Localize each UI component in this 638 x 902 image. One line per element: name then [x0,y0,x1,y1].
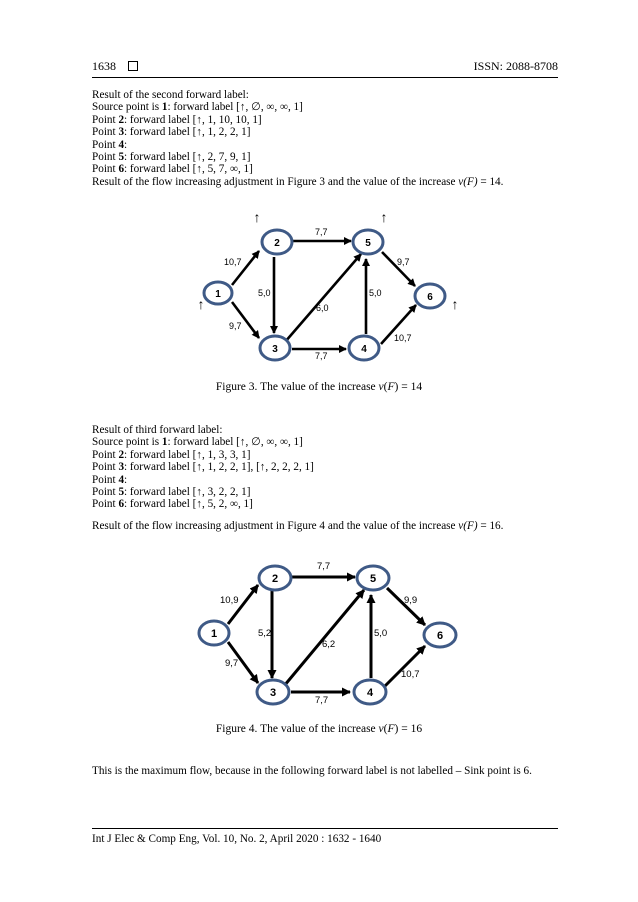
edge-label-5-6: 9,9 [404,595,418,606]
result-line-figure-4: Result of the flow increasing adjustment in Figure 4 and the value of the increase v(F) = 16. [92,520,504,532]
forward-label-block-2 [92,424,314,511]
node-3-label: 3 [269,687,277,699]
block1-line: Point 4: [92,138,128,151]
block1-line: Source point is 1: forward label [↑, ∅, ∞, ∞, 1] [92,101,303,114]
issn-label: ISSN: 2088-8708 [473,59,558,73]
block1-line: Result of the flow increasing adjustment in Figure 3 and the value of the increase v(F) = 14. [92,175,504,188]
edge-label-3-5: 6,2 [322,639,336,650]
arrow-up-icon: ↑ [197,296,205,312]
block2-line: Result of third forward label: [92,424,223,436]
node-1-label: 1 [215,289,221,300]
edge-label-4-6: 10,7 [401,669,420,680]
forward-label-block-1 [92,89,503,188]
figure-4-caption: Figure 4. The value of the increase v(F) = 16 [215,723,423,735]
block2-line: Point 4: [92,473,128,486]
node-4-label: 4 [361,344,367,355]
edge-label-1-3: 9,7 [225,658,239,669]
header-rule [92,77,558,78]
edge-label-1-2: 10,7 [224,257,242,267]
edge-label-4-5: 5,0 [374,628,388,639]
arrow-up-icon: ↑ [451,296,459,312]
figure-3-caption: Figure 3. The value of the increase v(F) = 14 [215,381,423,393]
footer-rule [92,828,558,829]
edge-label-2-3: 5,0 [258,288,271,298]
block1-line: Point 5: forward label [↑, 2, 7, 9, 1] [92,151,251,164]
block2-line: Point 5: forward label [↑, 3, 2, 2, 1] [92,486,251,499]
page-number: 1638 [92,59,116,73]
edge-label-3-4: 7,7 [315,351,328,361]
edge-label-2-5: 7,7 [315,227,328,237]
node-4-label: 4 [366,687,374,699]
node-5-label: 5 [369,573,377,585]
edge-3-5 [285,254,361,342]
node-5-label: 5 [365,238,371,249]
block2-line: Source point is 1: forward label [↑, ∅, ∞, ∞, 1] [92,436,303,449]
block1-line: Point 2: forward label [↑, 1, 10, 10, 1] [92,113,262,126]
edge-label-5-6: 9,7 [397,257,410,267]
edge-label-1-3: 9,7 [229,321,242,331]
block2-line: Point 6: forward label [↑, 5, 2, ∞, 1] [92,498,253,511]
figure-4-graph [0,555,638,710]
arrow-up-icon: ↑ [380,209,388,225]
node-3-label: 3 [272,344,278,355]
block1-line: Result of the second forward label: [92,89,249,101]
edge-label-2-5: 7,7 [317,561,331,572]
edge-label-4-6: 10,7 [394,333,412,343]
node-2-label: 2 [271,573,279,585]
node-6-label: 6 [436,630,444,642]
block2-line: Point 3: forward label [↑, 1, 2, 2, 1], [↑, 2, 2, 2, 1] [92,461,314,474]
block1-line: Point 6: forward label [↑, 5, 7, ∞, 1] [92,163,253,176]
arrow-up-icon: ↑ [253,209,261,225]
footer-citation: Int J Elec & Comp Eng, Vol. 10, No. 2, April 2020 : 1632 - 1640 [92,833,382,845]
edge-label-3-4: 7,7 [315,695,329,706]
square-box-icon [128,61,138,71]
node-6-label: 6 [427,292,433,303]
node-2-label: 2 [274,238,280,249]
edge-label-3-5: 6,0 [316,303,329,313]
conclusion-text: This is the maximum flow, because in the following forward label is not labelled – Sink point is 6. [92,765,532,777]
edge-label-4-5: 5,0 [369,288,382,298]
node-1-label: 1 [210,628,218,640]
edge-label-1-2: 10,9 [220,595,239,606]
edge-5-6 [387,588,425,625]
edge-3-5 [284,590,364,686]
edge-1-3 [232,302,259,338]
figure-3-graph [0,200,638,370]
block1-line: Point 3: forward label [↑, 1, 2, 2, 1] [92,126,251,139]
block2-line: Point 2: forward label [↑, 1, 3, 3, 1] [92,448,251,461]
page-header [92,59,138,74]
edge-4-6 [385,646,425,686]
edge-label-2-3: 5,2 [258,628,272,639]
